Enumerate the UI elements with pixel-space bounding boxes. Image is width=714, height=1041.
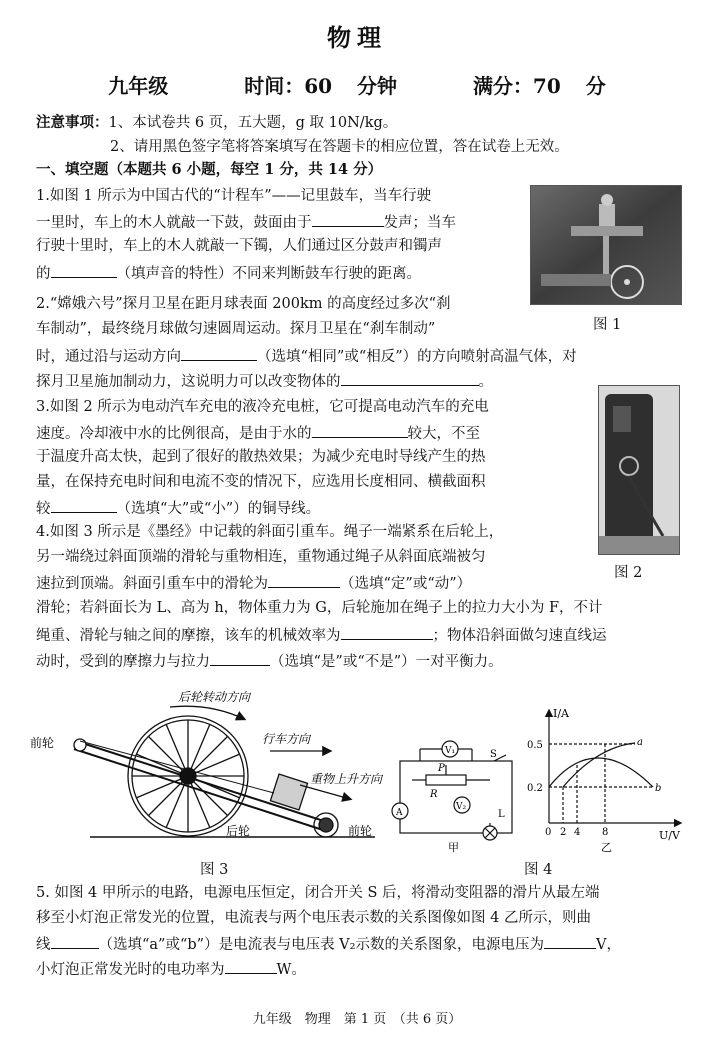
answer-blank[interactable]	[51, 262, 117, 278]
notes-line-1: 注意事项：1、本试卷共 6 页，五大题，g 取 10N/kg。	[36, 114, 398, 131]
y-axis-label: I/A	[553, 707, 569, 720]
q2-line-4: 探月卫星施加制动力，这说明力可以改变物体的 。	[36, 370, 493, 392]
q5-line-2: 移至小灯泡正常发光的位置，电流表与两个电压表示数的关系图像如图 4 乙所示，则曲	[36, 910, 591, 926]
q1-line-1: 1.如图 1 所示为中国古代的“计程车”——记里鼓车，当车行驶	[36, 188, 432, 204]
answer-blank[interactable]	[51, 933, 99, 949]
svg-text:P: P	[438, 763, 445, 774]
q4-line-2: 另一端绕过斜面顶端的滑轮与重物相连，重物通过绳子从斜面底端被匀	[36, 549, 486, 565]
q2-line-1: 2.“嫦娥六号”探月卫星在距月球表面 200km 的高度经过多次“刹	[36, 296, 451, 312]
svg-text:V₂: V₂	[456, 802, 467, 812]
exam-info	[0, 70, 714, 99]
svg-text:S: S	[490, 749, 497, 760]
figure-1-photo	[530, 185, 682, 305]
figure-2-caption: 图 2	[614, 565, 643, 581]
svg-text:V₁: V₁	[445, 746, 456, 756]
q4-line-3: 速拉到顶端。斜面引重车中的滑轮为 （选填“定”或“动”）	[36, 572, 471, 594]
q3-line-1: 3.如图 2 所示为电动汽车充电的液冷充电桩，它可提高电动汽车的充电	[36, 399, 489, 415]
label-wheel-direction: 后轮转动方向	[178, 690, 251, 704]
figure-2-photo	[598, 385, 680, 555]
figure-3-caption: 图 3	[200, 862, 229, 878]
answer-blank[interactable]	[312, 211, 384, 227]
time: 时间：60 分钟	[244, 74, 397, 98]
figure-4-circuit	[390, 735, 520, 855]
label-move-direction: 行车方向	[262, 732, 311, 746]
figure-3-cart-diagram	[30, 683, 385, 855]
answer-blank[interactable]	[225, 958, 277, 974]
answer-blank[interactable]	[312, 422, 408, 438]
q1-line-4: 的 （填声音的特性）不同来判断鼓车行驶的距离。	[36, 262, 421, 284]
q3-line-2: 速度。冷却液中水的比例很高，是由于水的 较大，不至	[36, 422, 480, 444]
answer-blank[interactable]	[341, 370, 479, 386]
q5-line-4: 小灯泡正常发光时的电功率为 W。	[36, 958, 306, 980]
x-axis-label: U/V	[659, 829, 680, 842]
notes-line-2: 2、请用黑色签字笔将答案填写在答题卡的相应位置，答在试卷上无效。	[110, 139, 569, 155]
y-tick-05: 0.5	[527, 740, 543, 751]
section-1-title: 一、填空题（本题共 6 小题，每空 1 分，共 14 分）	[36, 161, 383, 178]
grade: 九年级	[108, 74, 169, 98]
label-jia: 甲	[448, 841, 459, 854]
page-title: 物理	[327, 23, 387, 52]
label-yi: 乙	[601, 841, 612, 854]
answer-blank[interactable]	[181, 345, 257, 361]
rheostat	[426, 775, 466, 785]
q4-line-4: 滑轮；若斜面长为 L、高为 h，物体重力为 G，后轮施加在绳子上的拉力大小为 F，不计	[36, 600, 603, 616]
q2-line-3: 时，通过沿与运动方向 （选填“相同”或“相反”）的方向喷射高温气体，对	[36, 345, 577, 367]
figure-4-graph	[525, 705, 690, 855]
q3-line-4: 量，在保持充电时间和电流不变的情况下，应选用长度相同、横截面积	[36, 474, 486, 490]
q3-line-5: 较 （选填“大”或“小”）的铜导线。	[36, 497, 320, 519]
svg-text:A: A	[396, 808, 403, 818]
x-tick-8: 8	[602, 827, 609, 838]
score: 满分：70 分	[472, 74, 606, 98]
q5-line-1: 5. 如图 4 甲所示的电路，电源电压恒定，闭合开关 S 后，将滑动变阻器的滑片从最左端	[36, 885, 600, 901]
q3-line-3: 于温度升高太快，起到了很好的散热效果；为减少充电时导线产生的热	[36, 449, 486, 465]
curve-b	[549, 758, 653, 787]
answer-blank[interactable]	[268, 572, 340, 588]
figure-4-caption: 图 4	[524, 862, 553, 878]
x-tick-2: 2	[560, 827, 567, 838]
svg-text:L: L	[498, 809, 505, 820]
q5-line-3: 线 （选填“a”或“b”）是电流表与电压表 V₂示数的关系图象，电源电压为 V，	[36, 933, 621, 955]
answer-blank[interactable]	[544, 933, 596, 949]
q4-line-5: 绳重、滑轮与轴之间的摩擦，该车的机械效率为 ；物体沿斜面做匀速直线运	[36, 624, 607, 646]
answer-blank[interactable]	[51, 497, 117, 513]
label-object-direction: 重物上升方向	[310, 772, 383, 786]
x-tick-4: 4	[574, 827, 581, 838]
q4-line-1: 4.如图 3 所示是《墨经》中记载的斜面引重车。绳子一端紧系在后轮上，	[36, 524, 504, 540]
answer-blank[interactable]	[341, 624, 433, 640]
figure-1-caption: 图 1	[593, 317, 622, 333]
y-tick-02: 0.2	[527, 783, 543, 794]
page-footer: 九年级 物理 第 1 页 （共 6 页）	[252, 1012, 462, 1027]
label-front-wheel-right: 前轮	[348, 824, 373, 838]
q2-line-2: 车制动”，最终绕月球做匀速圆周运动。探月卫星在“刹车制动”	[36, 321, 436, 337]
q1-line-2: 一里时，车上的木人就敲一下鼓，鼓面由于 发声；当车	[36, 211, 456, 233]
label-front-wheel-left: 前轮	[30, 736, 55, 750]
curve-b-label: b	[655, 783, 662, 794]
svg-text:R: R	[430, 789, 438, 800]
notes-label: 注意事项：	[36, 114, 109, 131]
answer-blank[interactable]	[210, 650, 270, 666]
x-tick-0: 0	[545, 827, 552, 838]
q1-line-3: 行驶十里时，车上的木人就敲一下镯，人们通过区分鼓声和镯声	[36, 238, 442, 254]
label-rear-wheel: 后轮	[226, 824, 251, 838]
wheel-spokes	[132, 720, 244, 832]
curve-a-label: a	[637, 737, 643, 748]
q4-line-6: 动时，受到的摩擦力与拉力 （选填“是”或“不是”）一对平衡力。	[36, 650, 503, 672]
